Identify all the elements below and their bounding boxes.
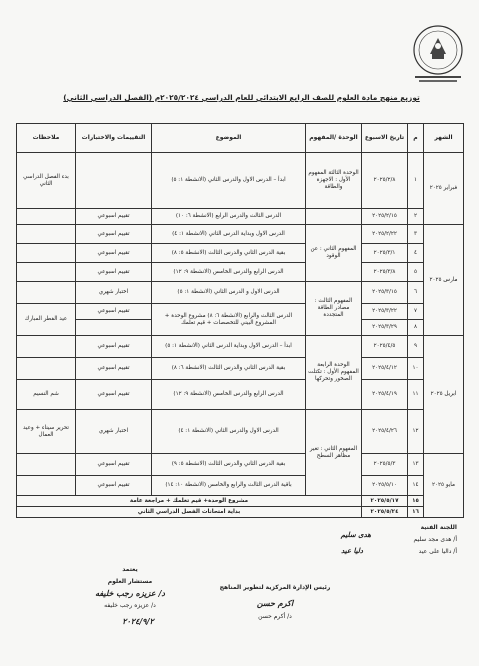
handwritten-signature-head: اكرم حسن [256,598,294,608]
row-number: ١٦ [408,507,424,518]
row-number: ٥ [408,263,424,282]
table-row [17,336,464,358]
row-merged-topic: مشروع الوحدة+ قيم تعلمك + مراجعة عامة [17,496,362,507]
row-note [17,225,76,244]
unit-cell: الوحدة الرابعة المفهوم الأول : تكتلت الصخور وتحركها [306,336,362,410]
row-assessment [76,320,152,336]
month-cell: مارس ٢٠٢٥ [424,225,464,336]
row-topic: بقية الدرس الثاني والدرس الثالث (الانشطة ٥: ٩) [152,454,306,476]
table-row [17,454,464,476]
row-assessment: تقييم اسبوعي [76,358,152,380]
row-date: ٢٠٢٥/٢/٨ [362,153,408,209]
row-topic: الدرس الرابع والدرس الخامس (الانشطة ٩: ١٢) [152,263,306,282]
row-topic: الدرس الاول والدرس الثاني (الانشطة ١: ٤) [152,410,306,454]
row-assessment: اختبار شهري [76,410,152,454]
table-row [17,358,464,380]
head-name: د/ أكرم حسن [258,613,292,620]
handwritten-signature-1: هدى سليم [340,530,371,539]
row-note [17,358,76,380]
row-date: ٢٠٢٥/٣/٢٩ [362,320,408,336]
head-title: رئيس الإدارة المركزية لتطوير المناهج [219,584,331,591]
row-note: شم النسيم [17,380,76,410]
table-row [17,225,464,244]
table-row [17,282,464,304]
header-number: م [408,124,424,153]
row-number: ١٥ [408,496,424,507]
row-note [17,454,76,476]
committee-label: اللجنة الفنية [420,524,457,531]
month-cell: مايو ٢٠٢٥ [424,454,464,518]
row-number: ٧ [408,304,424,320]
row-date: ٢٠٢٥/٣/١ [362,244,408,263]
row-note: بدء الفصل الدراسي الثاني [17,153,76,209]
row-topic: بقية الدرس الثاني والدرس الثالث (الانشطة ٦: ٨) [152,358,306,380]
advisor-title: مستشار العلوم [107,578,153,585]
row-topic: بقية الدرس الثاني والدرس الثالث (الانشطة ٥: ٨) [152,244,306,263]
row-assessment [76,153,152,209]
table-row [17,244,464,263]
row-topic: الدرس الاول و الدرس الثاني (الانشطة ١: ٥) [152,282,306,304]
header-unit: الوحدة /المفهوم [306,124,362,153]
row-number: ١٢ [408,410,424,454]
row-date: ٢٠٢٥/٤/٢٦ [362,410,408,454]
row-number: ٤ [408,244,424,263]
row-number: ١٣ [408,454,424,476]
table-row [17,153,464,209]
table-row [17,380,464,410]
row-assessment: تقييم اسبوعي [76,263,152,282]
table-row [17,476,464,496]
row-assessment: تقييم اسبوعي [76,225,152,244]
row-merged-topic: بداية امتحانات الفصل الدراسي الثاني [17,507,362,518]
row-note [17,476,76,496]
row-topic: الدرس الثالث والدرس الرابع (الانشطة ٦: ١٠) [152,209,306,225]
month-cell: ابريل ٢٠٢٥ [424,336,464,454]
row-assessment: تقييم اسبوعي [76,336,152,358]
row-number: ١٤ [408,476,424,496]
header-week-date: تاريخ الاسبوع [362,124,408,153]
row-topic: الدرس الاول وبداية الدرس الثاني (الانشطة ١: ٤) [152,225,306,244]
row-assessment: تقييم اسبوعي [76,380,152,410]
handwritten-date: ٢٠٢٤/٩/٢ [122,616,154,626]
row-date: ٢٠٢٥/٣/٢٢ [362,304,408,320]
row-number: ١٠ [408,358,424,380]
row-topic: ابدأ – الدرس الاول والدرس الثاني (الانشطة ١: ٥) [152,153,306,209]
row-date: ٢٠٢٥/٤/٥ [362,336,408,358]
row-date: ٢٠٢٥/٢/٢٢ [362,225,408,244]
document-title: توزيع منهج مادة العلوم للصف الرابع الابتدائي للعام الدراسي ٢٠٢٥/٢٠٢٤م (الفصل الدراسي الثاني) [63,93,420,102]
row-date: ٢٠٢٥/٢/١٥ [362,209,408,225]
handwritten-signature-advisor: د/ عزيزه رجب خليفه [95,588,165,598]
table-row [17,209,464,225]
row-assessment: تقييم اسبوعي [76,304,152,320]
row-assessment: تقييم اسبوعي [76,454,152,476]
row-date: ٢٠٢٥/٣/٨ [362,263,408,282]
row-number: ١١ [408,380,424,410]
header-notes: ملاحظات [17,124,76,153]
row-topic: باقية الدرس الثالث والرابع والخامس (الانشطة ١٠: ١٤) [152,476,306,496]
table-row [17,410,464,454]
table-row [17,496,464,507]
month-cell: فبراير ٢٠٢٥ [424,153,464,225]
unit-cell: المفهوم الثالث : مصادر الطاقة المتجددة [306,282,362,336]
unit-cell: المفهوم الثاني : عن الوقود [306,225,362,282]
row-number: ٣ [408,225,424,244]
row-note [17,263,76,282]
row-assessment: اختبار شهري [76,282,152,304]
table-row [17,507,464,518]
row-topic: الدرس الثالث والرابع (الانشطة ٦: ٨) مشروع الوحدة + المشروع البيني للتخصصات + قيم تعلمك [152,304,306,336]
approval-label: يعتمد [122,566,138,573]
row-assessment: تقييم اسبوعي [76,244,152,263]
row-date: ٢٠٢٥/٤/١٢ [362,358,408,380]
table-row [17,263,464,282]
unit-cell: المفهوم الثاني : تغير مظاهر السطح [306,410,362,496]
unit-cell [306,209,362,225]
row-date: ٢٠٢٥/٤/١٩ [362,380,408,410]
row-number: ٨ [408,320,424,336]
row-date: ٢٠٢٥/٣/١٥ [362,282,408,304]
row-note [17,244,76,263]
row-note: تحرير سيناء + وعيد العمال [17,410,76,454]
row-number: ٩ [408,336,424,358]
committee-member-2: أ/ داليا على عيد [418,548,457,555]
row-topic: ابدأ – الدرس الاول وبداية الدرس الثاني (الانشطة ١: ٥) [152,336,306,358]
row-note [17,282,76,304]
row-topic: الدرس الرابع والدرس الخامس (الانشطة ٩: ١٢) [152,380,306,410]
table-row [17,304,464,320]
row-date: ٢٠٢٥/٥/٢٤ [362,507,408,518]
curriculum-table [16,123,464,518]
row-date: ٢٠٢٥/٥/١٠ [362,476,408,496]
row-note: عيد الفطر المبارك [17,304,76,336]
handwritten-signature-2: دليا عيد [341,546,363,555]
unit-cell: الوحدة الثالثة المفهوم الأول : الاجهزة والطاقة [306,153,362,209]
row-assessment: تقييم اسبوعي [76,209,152,225]
row-note [17,336,76,358]
header-topic: الموضوع [152,124,306,153]
ministry-seal-logo [405,20,471,86]
row-assessment: تقييم اسبوعي [76,476,152,496]
header-month: الشهر [424,124,464,153]
row-note [17,209,76,225]
row-date: ٢٠٢٥/٥/١٧ [362,496,408,507]
row-number: ٦ [408,282,424,304]
committee-member-1: أ/ هدى مجد سليم [413,536,457,543]
advisor-name: د/ عزيزه رجب خليفه [104,602,156,609]
table-header-row [17,124,464,153]
row-number: ١ [408,153,424,209]
row-date: ٢٠٢٥/٥/٣ [362,454,408,476]
row-number: ٢ [408,209,424,225]
header-assessment: التقييمات والاختبارات [76,124,152,153]
